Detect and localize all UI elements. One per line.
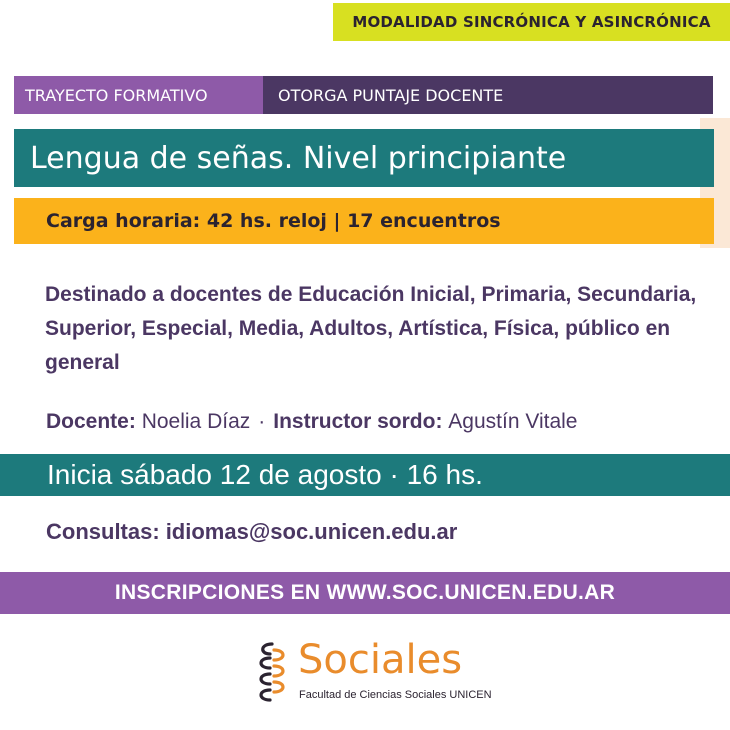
staff-separator: · xyxy=(258,410,266,433)
logo-subtitle: Facultad de Ciencias Sociales UNICEN xyxy=(299,689,492,701)
contact-label: Consultas: xyxy=(46,519,160,544)
staff-line xyxy=(46,406,577,438)
contact-email[interactable]: idiomas@soc.unicen.edu.ar xyxy=(165,519,458,544)
modalidad-banner: MODALIDAD SINCRÓNICA Y ASINCRÓNICA xyxy=(333,3,730,41)
docente-label: Docente: xyxy=(46,410,136,433)
docente-name: Noelia Díaz xyxy=(141,410,251,433)
otorga-puntaje-tag: OTORGA PUNTAJE DOCENTE xyxy=(263,76,713,114)
inscripciones-link[interactable]: INSCRIPCIONES EN WWW.SOC.UNICEN.EDU.AR xyxy=(114,581,616,604)
start-date: Inicia sábado 12 de agosto · 16 hs. xyxy=(47,459,483,490)
trayecto-formativo-tag: TRAYECTO FORMATIVO xyxy=(14,76,263,114)
carga-horaria: Carga horaria: 42 hs. reloj | 17 encuentros xyxy=(46,210,501,232)
course-title: Lengua de señas. Nivel principiante xyxy=(30,140,567,176)
instructor-label: Instructor sordo: xyxy=(273,410,443,433)
logo-wordmark: Sociales xyxy=(298,637,463,683)
contact-line xyxy=(46,515,457,549)
audience-description: Destinado a docentes de Educación Inicial, Primaria, Secundaria, Superior, Especial, Media, Adultos, Artística, Física, público en general xyxy=(45,283,697,374)
sociales-swirl-icon xyxy=(252,640,292,704)
instructor-name: Agustín Vitale xyxy=(448,410,578,433)
